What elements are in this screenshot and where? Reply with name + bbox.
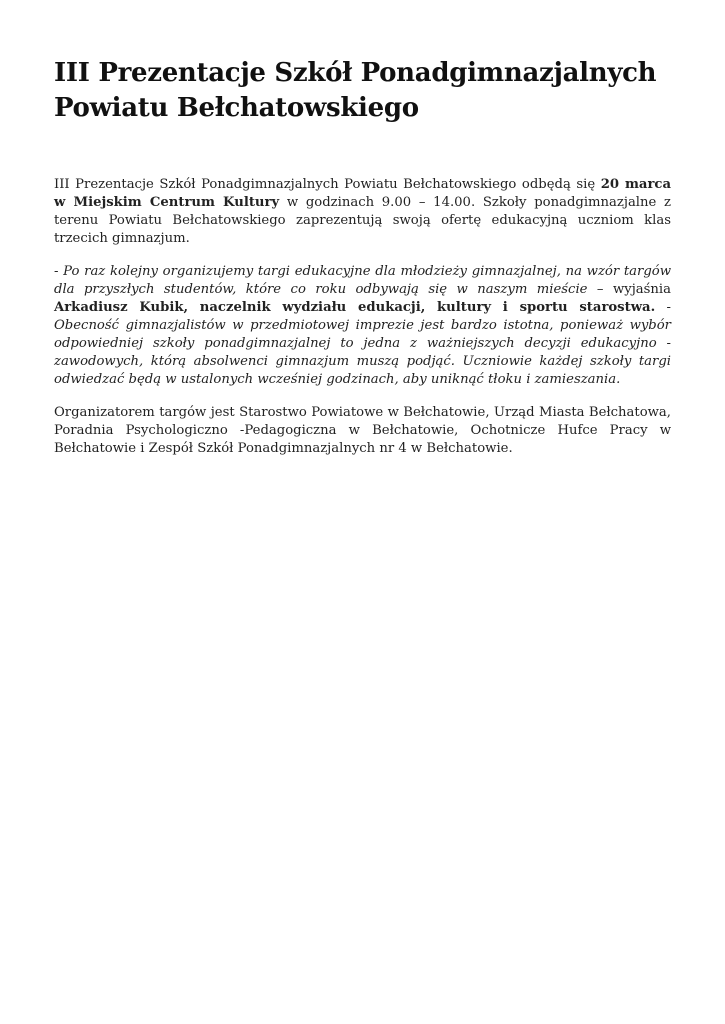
quote-second-part: Obecność gimnazjalistów w przedmiotowej imprezie jest bardzo istotna, ponieważ wybór odpowiedniej szkoły ponadgimnazjalnej to jedna z ważniejszych decyzji edukacyjno -zawodowych, którą absolwenci gimnazjum muszą podjąć. Uczniowie każdej szkoły targi odwiedzać będą w ustalonych wcześniej godzinach, aby uniknąć tłoku i zamieszania. (54, 318, 671, 387)
speaker-name: Arkadiusz Kubik, naczelnik wydziału edukacji, kultury i sportu starostwa. (54, 300, 656, 315)
intro-paragraph (54, 176, 671, 248)
quote-dash: - (655, 300, 671, 315)
article-body (54, 176, 671, 458)
quote-first-part: - Po raz kolejny organizujemy targi edukacyjne dla młodzieży gimnazjalnej, na wzór targów dla przyszłych studentów, które co roku odbywają się w naszym mieście (54, 264, 671, 297)
intro-text-end: w godzinach 9.00 – 14.00. Szkoły ponadgimnazjalne z terenu Powiatu Bełchatowskiego zaprezentują swoją ofertę edukacyjną uczniom klas trzecich gimnazjum. (54, 195, 671, 246)
organizers-paragraph: Organizatorem targów jest Starostwo Powiatowe w Bełchatowie, Urząd Miasta Bełchatowa, Poradnia Psychologiczno -Pedagogiczna w Bełchatowie, Ochotnicze Hufce Pracy w Bełchatowie i Zespół Szkół Ponadgimnazjalnych nr 4 w Bełchatowie. (54, 405, 671, 456)
document-page (54, 56, 671, 473)
page-title: III Prezentacje Szkół Ponadgimnazjalnych Powiatu Bełchatowskiego (54, 58, 657, 123)
quote-attribution: – wyjaśnia (587, 282, 671, 297)
quote-paragraph (54, 263, 671, 389)
event-date-location: 20 marca w Miejskim Centrum Kultury (54, 177, 671, 210)
intro-text-start: III Prezentacje Szkół Ponadgimnazjalnych Powiatu Bełchatowskiego odbędą się (54, 177, 601, 192)
